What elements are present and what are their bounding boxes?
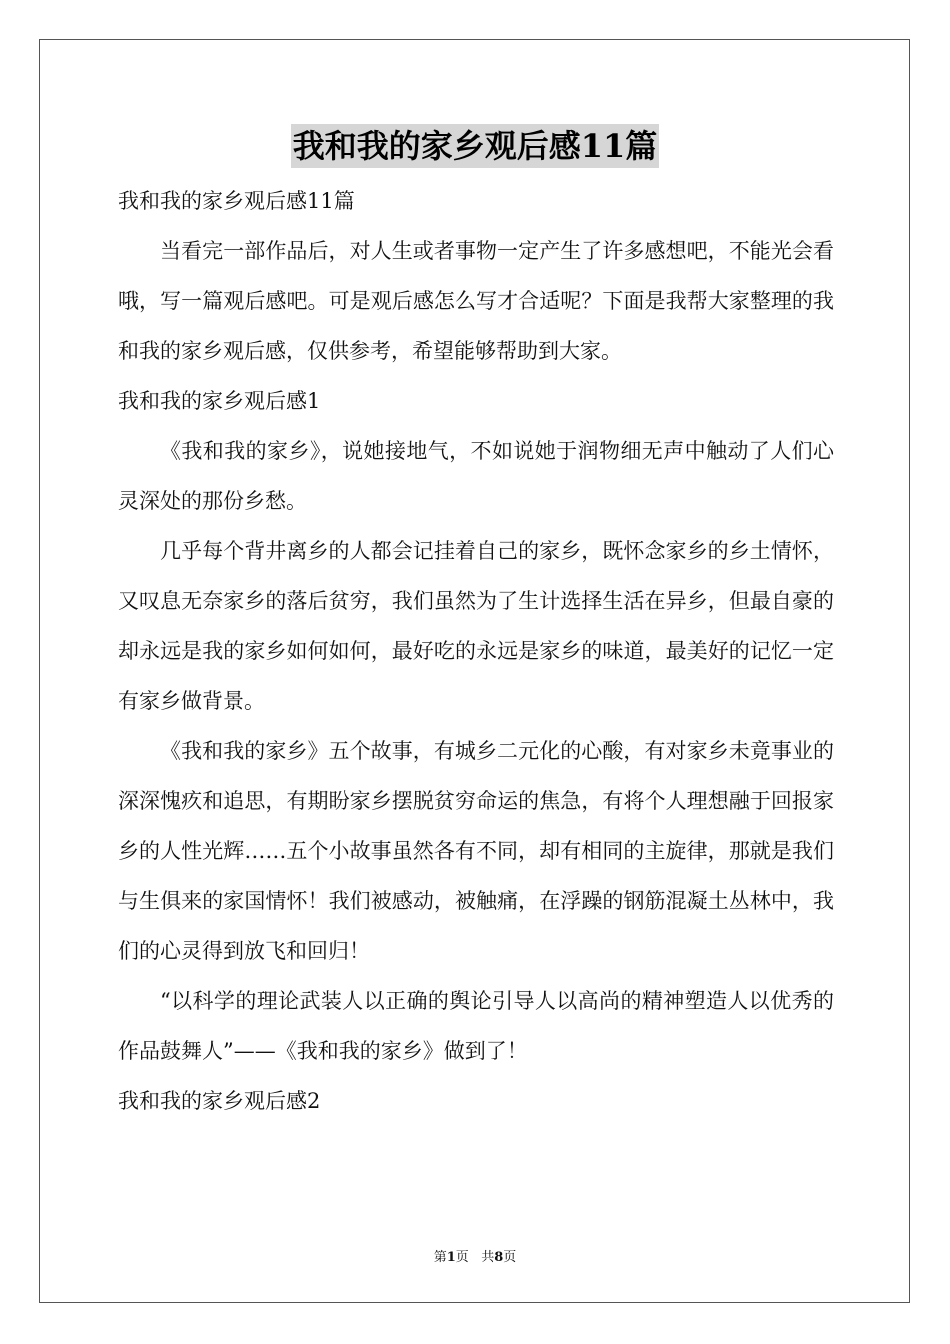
paragraph: “以科学的理论武装人以正确的舆论引导人以高尚的精神塑造人以优秀的作品鼓舞人”——《我和我的家乡》做到了！ bbox=[118, 989, 834, 1063]
section-heading: 我和我的家乡观后感1 bbox=[118, 389, 321, 413]
page-current: 1 bbox=[446, 1250, 456, 1265]
document-body bbox=[118, 176, 834, 1126]
section-heading: 我和我的家乡观后感2 bbox=[118, 1089, 321, 1113]
page-total: 8 bbox=[494, 1250, 504, 1265]
title-container bbox=[0, 124, 950, 168]
paragraph: 当看完一部作品后，对人生或者事物一定产生了许多感想吧，不能光会看哦，写一篇观后感吧。可是观后感怎么写才合适呢？下面是我帮大家整理的我和我的家乡观后感，仅供参考，希望能够帮助到大家。 bbox=[118, 239, 834, 363]
paragraph: 《我和我的家乡》，说她接地气，不如说她于润物细无声中触动了人们心灵深处的那份乡愁。 bbox=[118, 439, 834, 513]
page-suffix: 页 bbox=[455, 1250, 469, 1265]
page-footer bbox=[0, 1246, 950, 1265]
total-prefix: 共 bbox=[481, 1250, 495, 1265]
page-prefix: 第 bbox=[433, 1250, 447, 1265]
total-suffix: 页 bbox=[503, 1250, 517, 1265]
paragraph: 《我和我的家乡》五个故事，有城乡二元化的心酸，有对家乡未竟事业的深深愧疚和追思，有期盼家乡摆脱贫穷命运的焦急，有将个人理想融于回报家乡的人性光辉……五个小故事虽然各有不同，却有相同的主旋律，那就是我们与生俱来的家国情怀！我们被感动，被触痛，在浮躁的钢筋混凝土丛林中，我们的心灵得到放飞和回归！ bbox=[118, 739, 834, 963]
paragraph: 几乎每个背井离乡的人都会记挂着自己的家乡，既怀念家乡的乡土情怀，又叹息无奈家乡的落后贫穷，我们虽然为了生计选择生活在异乡，但最自豪的却永远是我的家乡如何如何，最好吃的永远是家乡的味道，最美好的记忆一定有家乡做背景。 bbox=[118, 539, 834, 713]
paragraph: 我和我的家乡观后感11篇 bbox=[118, 189, 355, 213]
document-title: 我和我的家乡观后感11篇 bbox=[291, 124, 660, 168]
